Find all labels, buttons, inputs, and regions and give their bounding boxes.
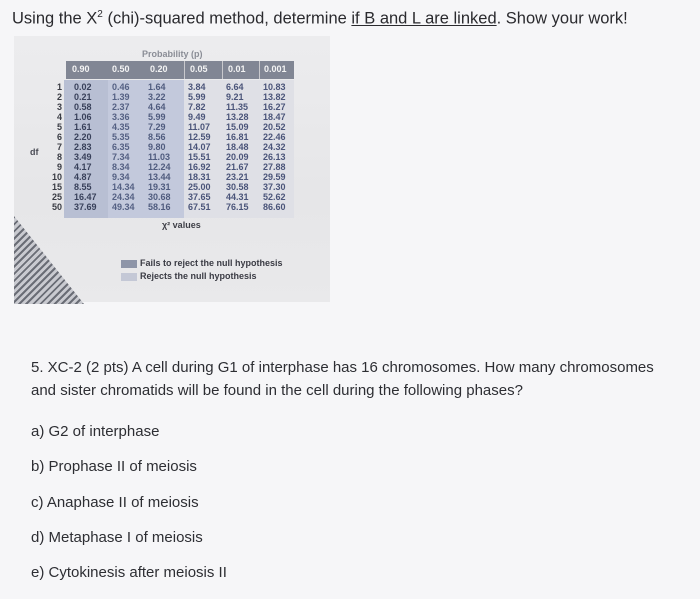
df-label: df xyxy=(30,147,39,157)
value-cell: 11.07 xyxy=(188,122,211,132)
option-d: d) Metaphase I of meiosis xyxy=(31,529,203,546)
header-mid: (chi)-squared method, determine xyxy=(102,9,352,28)
value-cell: 1.06 xyxy=(74,112,92,122)
value-cell: 58.16 xyxy=(148,202,171,212)
df-cell: 25 xyxy=(51,192,62,202)
value-cell: 5.35 xyxy=(112,132,130,142)
value-cell: 0.46 xyxy=(112,82,130,92)
header-divider xyxy=(259,61,260,79)
value-cell: 7.29 xyxy=(148,122,166,132)
header-divider xyxy=(184,61,185,79)
value-cell: 30.58 xyxy=(226,182,249,192)
value-cell: 16.47 xyxy=(74,192,97,202)
header-superscript: 2 xyxy=(97,9,103,20)
value-cell: 0.02 xyxy=(74,82,92,92)
chi-square-table xyxy=(51,80,294,218)
value-cell: 9.80 xyxy=(148,142,166,152)
header-suffix: . Show your work! xyxy=(496,9,628,28)
df-cell: 6 xyxy=(56,132,62,142)
value-cell: 22.46 xyxy=(263,132,286,142)
df-cell: 50 xyxy=(51,202,62,212)
value-cell: 16.81 xyxy=(226,132,249,142)
value-cell: 27.88 xyxy=(263,162,286,172)
value-cell: 37.69 xyxy=(74,202,97,212)
value-cell: 8.56 xyxy=(148,132,166,142)
col-header: 0.001 xyxy=(264,64,287,74)
df-cell: 10 xyxy=(51,172,62,182)
value-cell: 3.36 xyxy=(112,112,130,122)
legend-swatch-fail xyxy=(121,260,137,268)
question-line-2: and sister chromatids will be found in the cell during the following phases? xyxy=(31,382,523,399)
value-cell: 3.84 xyxy=(188,82,206,92)
value-cell: 9.21 xyxy=(226,92,244,102)
legend-label-fail: Fails to reject the null hypothesis xyxy=(140,258,283,268)
value-cell: 4.35 xyxy=(112,122,130,132)
option-e: e) Cytokinesis after meiosis II xyxy=(31,564,227,581)
value-cell: 6.35 xyxy=(112,142,130,152)
table-row xyxy=(56,162,294,172)
value-cell: 12.24 xyxy=(148,162,171,172)
col-header: 0.50 xyxy=(112,64,130,74)
option-c: c) Anaphase II of meiosis xyxy=(31,494,199,511)
legend-swatch-reject xyxy=(121,273,137,281)
col-header: 0.90 xyxy=(72,64,90,74)
header-prefix: Using the X xyxy=(12,9,98,28)
value-cell: 0.21 xyxy=(74,92,92,102)
value-cell: 4.64 xyxy=(148,102,166,112)
df-cell: 2 xyxy=(56,92,62,102)
value-cell: 52.62 xyxy=(263,192,286,202)
header-divider xyxy=(222,61,223,79)
value-cell: 19.31 xyxy=(148,182,171,192)
option-b: b) Prophase II of meiosis xyxy=(31,458,197,475)
value-cell: 25.00 xyxy=(188,182,211,192)
value-cell: 37.65 xyxy=(188,192,211,202)
value-cell: 13.28 xyxy=(226,112,249,122)
value-cell: 14.07 xyxy=(188,142,211,152)
value-cell: 23.21 xyxy=(226,172,249,182)
value-cell: 37.30 xyxy=(263,182,286,192)
value-cell: 0.58 xyxy=(74,102,92,112)
value-cell: 21.67 xyxy=(226,162,249,172)
header-underlined: if B and L are linked xyxy=(351,9,497,28)
value-cell: 20.52 xyxy=(263,122,286,132)
table-row xyxy=(56,122,294,132)
value-cell: 1.64 xyxy=(148,82,166,92)
value-cell: 18.47 xyxy=(263,112,286,122)
table-row xyxy=(51,182,294,192)
table-row xyxy=(51,192,294,202)
value-cell: 8.55 xyxy=(74,182,92,192)
value-cell: 16.92 xyxy=(188,162,211,172)
value-cell: 15.51 xyxy=(188,152,211,162)
header-instruction xyxy=(12,9,628,29)
value-cell: 18.31 xyxy=(188,172,211,182)
df-cell: 8 xyxy=(56,152,62,162)
value-cell: 67.51 xyxy=(188,202,211,212)
table-row xyxy=(56,112,294,122)
option-a: a) G2 of interphase xyxy=(31,423,160,440)
df-cell: 7 xyxy=(56,142,62,152)
legend-label-reject: Rejects the null hypothesis xyxy=(140,271,257,281)
value-cell: 2.83 xyxy=(74,142,92,152)
df-cell: 9 xyxy=(56,162,62,172)
df-cell: 1 xyxy=(56,82,62,92)
value-cell: 76.15 xyxy=(226,202,249,212)
value-cell: 14.34 xyxy=(112,182,135,192)
value-cell: 10.83 xyxy=(263,82,286,92)
chi-square-values-label: χ² values xyxy=(162,220,201,230)
df-cell: 15 xyxy=(51,182,62,192)
value-cell: 30.68 xyxy=(148,192,171,202)
table-row xyxy=(51,172,294,182)
table-title: Probability (p) xyxy=(142,49,203,59)
value-cell: 24.34 xyxy=(112,192,135,202)
df-cell: 5 xyxy=(56,122,62,132)
value-cell: 49.34 xyxy=(112,202,135,212)
value-cell: 15.09 xyxy=(226,122,249,132)
value-cell: 44.31 xyxy=(226,192,249,202)
value-cell: 7.34 xyxy=(112,152,130,162)
value-cell: 20.09 xyxy=(226,152,249,162)
value-cell: 13.82 xyxy=(263,92,286,102)
value-cell: 5.99 xyxy=(188,92,206,102)
value-cell: 5.99 xyxy=(148,112,166,122)
table-row xyxy=(51,202,294,212)
value-cell: 4.17 xyxy=(74,162,92,172)
df-cell: 4 xyxy=(56,112,62,122)
value-cell: 7.82 xyxy=(188,102,206,112)
value-cell: 9.34 xyxy=(112,172,130,182)
table-row xyxy=(56,82,294,92)
value-cell: 86.60 xyxy=(263,202,286,212)
value-cell: 26.13 xyxy=(263,152,286,162)
value-cell: 13.44 xyxy=(148,172,171,182)
question-line-1: 5. XC-2 (2 pts) A cell during G1 of interphase has 16 chromosomes. How many chromosomes xyxy=(31,359,654,376)
value-cell: 16.27 xyxy=(263,102,286,112)
value-cell: 3.22 xyxy=(148,92,166,102)
value-cell: 1.39 xyxy=(112,92,130,102)
value-cell: 3.49 xyxy=(74,152,92,162)
col-header: 0.05 xyxy=(190,64,208,74)
value-cell: 11.03 xyxy=(148,152,171,162)
col-header: 0.20 xyxy=(150,64,168,74)
table-row xyxy=(56,142,294,152)
table-row xyxy=(56,92,294,102)
value-cell: 8.34 xyxy=(112,162,130,172)
value-cell: 18.48 xyxy=(226,142,249,152)
value-cell: 12.59 xyxy=(188,132,211,142)
value-cell: 1.61 xyxy=(74,122,92,132)
table-row xyxy=(56,132,294,142)
col-header: 0.01 xyxy=(228,64,246,74)
value-cell: 6.64 xyxy=(226,82,244,92)
value-cell: 11.35 xyxy=(226,102,249,112)
value-cell: 2.20 xyxy=(74,132,92,142)
table-row xyxy=(56,152,294,162)
value-cell: 24.32 xyxy=(263,142,286,152)
value-cell: 9.49 xyxy=(188,112,206,122)
value-cell: 4.87 xyxy=(74,172,92,182)
value-cell: 2.37 xyxy=(112,102,130,112)
df-cell: 3 xyxy=(56,102,62,112)
table-row xyxy=(56,102,294,112)
value-cell: 29.59 xyxy=(263,172,286,182)
